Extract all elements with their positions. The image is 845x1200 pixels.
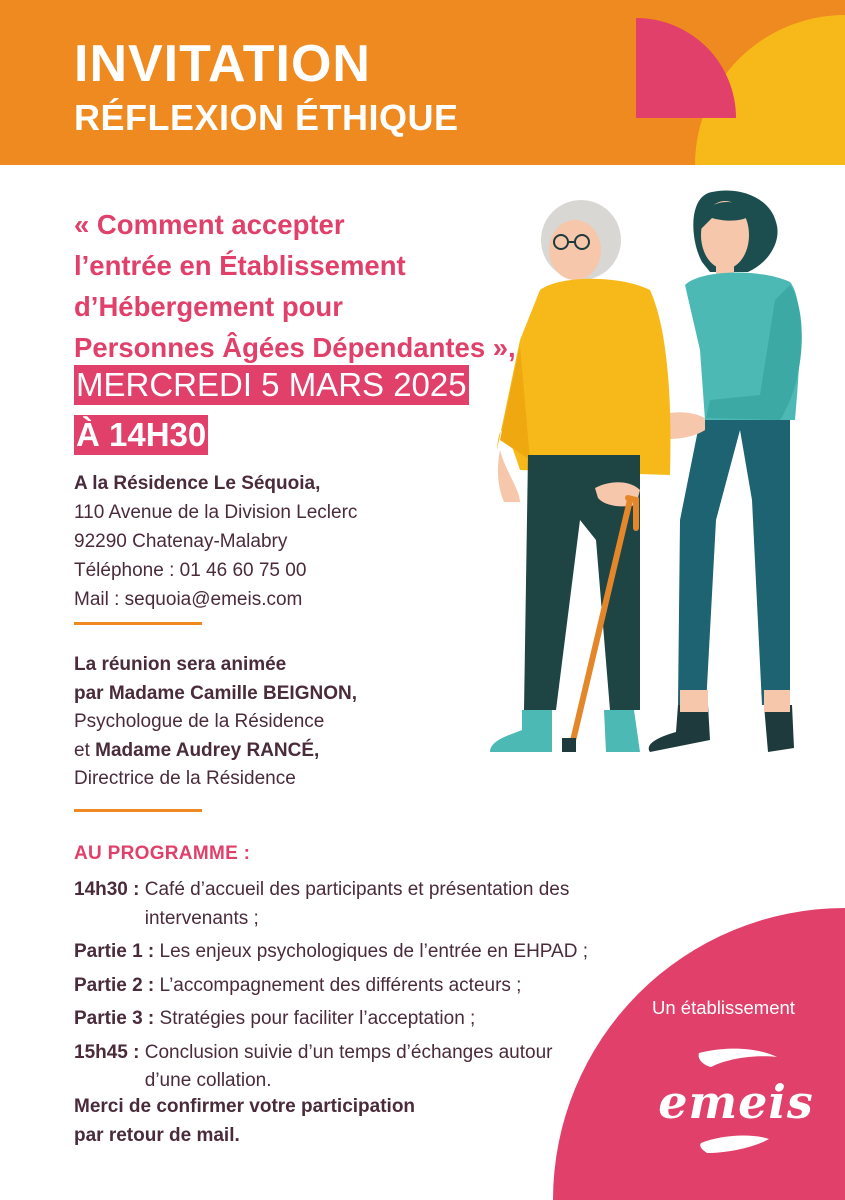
programme-title: AU PROGRAMME : xyxy=(74,843,251,864)
item-text: Café d’accueil des participants et présentation des intervenants ; xyxy=(144,879,570,929)
item-key: Partie 2 : xyxy=(74,974,160,996)
divider xyxy=(74,809,202,812)
item-key: 14h30 : xyxy=(74,879,145,900)
header-banner xyxy=(0,0,845,165)
confirm-line: Merci de confirmer votre participation xyxy=(74,1096,416,1117)
confirm-note xyxy=(74,1093,415,1150)
caregiver-figure xyxy=(649,190,802,752)
animator-1: par Madame Camille BEIGNON, xyxy=(74,682,357,704)
city: 92290 Chatenay-Malabry xyxy=(74,531,288,552)
address-block xyxy=(74,469,357,614)
animator-2: Madame Audrey RANCÉ, xyxy=(95,739,320,761)
item-text: Stratégies pour faciliter l’acceptation ; xyxy=(159,1008,476,1029)
item-text: Conclusion suivie d’un temps d’échanges autour d’une collation. xyxy=(144,1041,553,1091)
page-title: INVITATION xyxy=(74,35,371,93)
divider xyxy=(74,622,202,625)
event-question xyxy=(74,204,614,368)
logo-wordmark: emeis xyxy=(658,1075,814,1129)
event-date: MERCREDI 5 MARS 2025 xyxy=(76,366,467,403)
animators-block xyxy=(74,651,357,794)
street: 110 Avenue de la Division Leclerc xyxy=(74,502,358,523)
item-key: Partie 1 : xyxy=(74,941,160,962)
page-subtitle: RÉFLEXION ÉTHIQUE xyxy=(74,97,459,138)
confirm-line: par retour de mail. xyxy=(74,1124,240,1146)
email: Mail : sequoia@emeis.com xyxy=(74,589,303,610)
animator-2-role: Directrice de la Résidence xyxy=(74,768,296,789)
animator-1-role: Psychologue de la Résidence xyxy=(74,711,325,732)
question-line: d’Hébergement pour xyxy=(74,291,343,322)
brand-tagline: Un établissement xyxy=(652,997,795,1018)
phone: Téléphone : 01 46 60 75 00 xyxy=(74,560,307,581)
item-key: Partie 3 : xyxy=(74,1008,160,1029)
question-line: « Comment accepter xyxy=(74,209,345,240)
animators-intro: La réunion sera animée xyxy=(74,654,287,675)
and-text: et xyxy=(74,739,96,761)
event-time: À 14H30 xyxy=(76,416,207,453)
emeis-logo xyxy=(651,1043,821,1163)
venue-name: A la Résidence Le Séquoia, xyxy=(74,473,321,494)
item-text: Les enjeux psychologiques de l’entrée en EHPAD ; xyxy=(159,941,589,962)
item-key: 15h45 : xyxy=(74,1041,145,1063)
question-line: Personnes Âgées Dépendantes », xyxy=(74,332,516,363)
animator-2-line xyxy=(74,737,357,766)
item-text: L’accompagnement des différents acteurs ; xyxy=(159,974,522,996)
question-line: l’entrée en Établissement xyxy=(74,250,406,281)
